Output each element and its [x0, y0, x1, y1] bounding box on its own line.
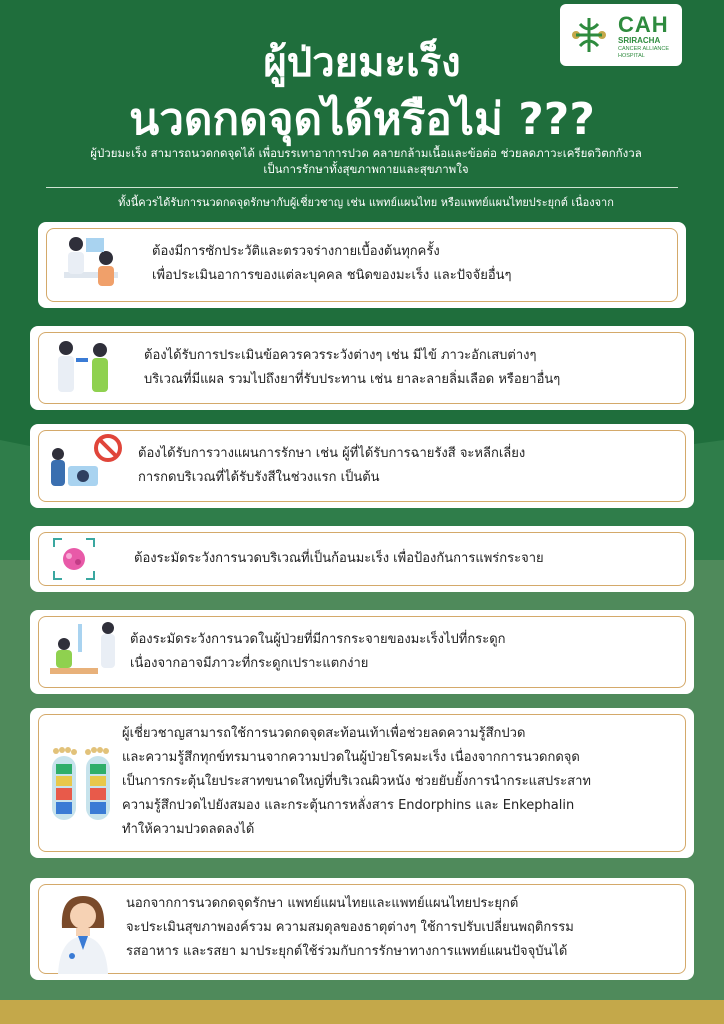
info-card-6	[30, 708, 694, 858]
card-text-5	[130, 628, 506, 676]
card-7-line-2: จะประเมินสุขภาพองค์รวม ความสมดุลของธาตุต่างๆ ใช้การปรับเปลี่ยนพฤติกรรม	[126, 920, 574, 935]
female-doctor-icon	[52, 890, 114, 974]
card-5-line-1: ต้องระมัดระวังการนวดในผู้ป่วยที่มีการกระจายของมะเร็งไปที่กระดูก	[130, 632, 506, 647]
intro-line2: เป็นการรักษาทั้งสุขภาพกายและสุขภาพใจ	[263, 162, 469, 176]
page-title-line2: นวดกดจุดได้หรือไม่ ???	[129, 94, 595, 145]
card-6-line-4: ความรู้สึกปวดไปยังสมอง และกระตุ้นการหลั่งสาร Endorphins และ Enkephalin	[122, 798, 575, 813]
doctor-temperature-check-icon	[48, 336, 118, 400]
subheading: ทั้งนี้ควรได้รับการนวดกดจุดรักษากับผู้เชี่ยวชาญ เช่น แพทย์แผนไทย หรือแพทย์แผนไทยประยุกต์ เนื่องจาก	[118, 196, 614, 209]
card-3-line-1: ต้องได้รับการวางแผนการรักษา เช่น ผู้ที่ได้รับการฉายรังสี จะหลีกเลี่ยง	[138, 446, 526, 461]
info-card-5	[30, 610, 694, 694]
logo-line2: CANCER ALLIANCE HOSPITAL	[618, 46, 670, 59]
card-1-line-1: ต้องมีการซักประวัติและตรวจร่างกายเบื้องต้นทุกครั้ง	[152, 244, 440, 259]
card-6-line-5: ทำให้ความปวดลดลงได้	[122, 822, 255, 837]
info-card-3	[30, 424, 694, 508]
card-7-line-3: รสอาหาร และรสยา มาประยุกต์ใช้ร่วมกับการรักษาทางการแพทย์แผนปัจจุบันได้	[126, 944, 568, 959]
intro-line1: ผู้ป่วยมะเร็ง สามารถนวดกดจุดได้ เพื่อบรรเทาอาการปวด คลายกล้ามเนื้อและข้อต่อ ช่วยลดภาวะเครียดวิตกกังวล	[90, 146, 642, 160]
card-2-line-2: บริเวณที่มีแผล รวมไปถึงยาที่รับประทาน เช่น ยาละลายลิ่มเลือด หรือยาอื่นๆ	[144, 372, 561, 387]
card-6-line-3: เป็นการกระตุ้นใยประสาทขนาดใหญ่ที่บริเวณผิวหนัง ช่วยยับยั้งการนำกระแสประสาท	[122, 774, 591, 789]
info-card-7	[30, 878, 694, 980]
bone-doctor-icon	[46, 618, 120, 684]
card-6-line-1: ผู้เชี่ยวชาญสามารถใช้การนวดกดจุดสะท้อนเท้าเพื่อช่วยลดความรู้สึกปวด	[122, 726, 526, 741]
card-text-4	[134, 547, 544, 571]
card-text-7	[126, 892, 574, 964]
divider	[46, 187, 678, 188]
info-card-4	[30, 526, 694, 592]
card-text-1	[152, 240, 512, 288]
page-title-line1: ผู้ป่วยมะเร็ง	[263, 40, 461, 86]
card-text-3	[138, 442, 525, 490]
card-2-line-1: ต้องได้รับการประเมินข้อควรควรระวังต่างๆ เช่น มีไข้ ภาวะอักเสบต่างๆ	[144, 348, 537, 363]
card-3-line-2: การกดบริเวณที่ได้รับรังสีในช่วงแรก เป็นต้น	[138, 470, 380, 485]
card-1-line-2: เพื่อประเมินอาการของแต่ละบุคคล ชนิดของมะเร็ง และปัจจัยอื่นๆ	[152, 268, 512, 283]
logo-line1: SRIRACHA	[618, 36, 661, 45]
card-7-line-1: นอกจากการนวดกดจุดรักษา แพทย์แผนไทยและแพทย์แผนไทยประยุกต์	[126, 896, 519, 911]
radiation-no-icon	[46, 432, 126, 498]
tumor-target-icon	[52, 537, 96, 581]
intro-text	[36, 145, 696, 177]
card-5-line-2: เนื่องจากอาจมีภาวะที่กระดูกเปราะแตกง่าย	[130, 656, 369, 671]
info-card-1	[38, 222, 686, 308]
card-text-6	[122, 722, 591, 842]
info-card-2	[30, 326, 694, 410]
card-4-line-1: ต้องระมัดระวังการนวดบริเวณที่เป็นก้อนมะเร็ง เพื่อป้องกันการแพร่กระจาย	[134, 551, 544, 566]
foot-reflexology-icon	[50, 746, 112, 824]
card-text-2	[144, 344, 560, 392]
logo-name: CAH	[618, 12, 669, 37]
card-6-line-2: และความรู้สึกทุกข์ทรมานจากความปวดในผู้ป่วยโรคมะเร็ง เนื่องจากการนวดกดจุด	[122, 750, 580, 765]
doctor-patient-consult-icon	[56, 232, 126, 296]
bottom-bar	[0, 1000, 724, 1024]
